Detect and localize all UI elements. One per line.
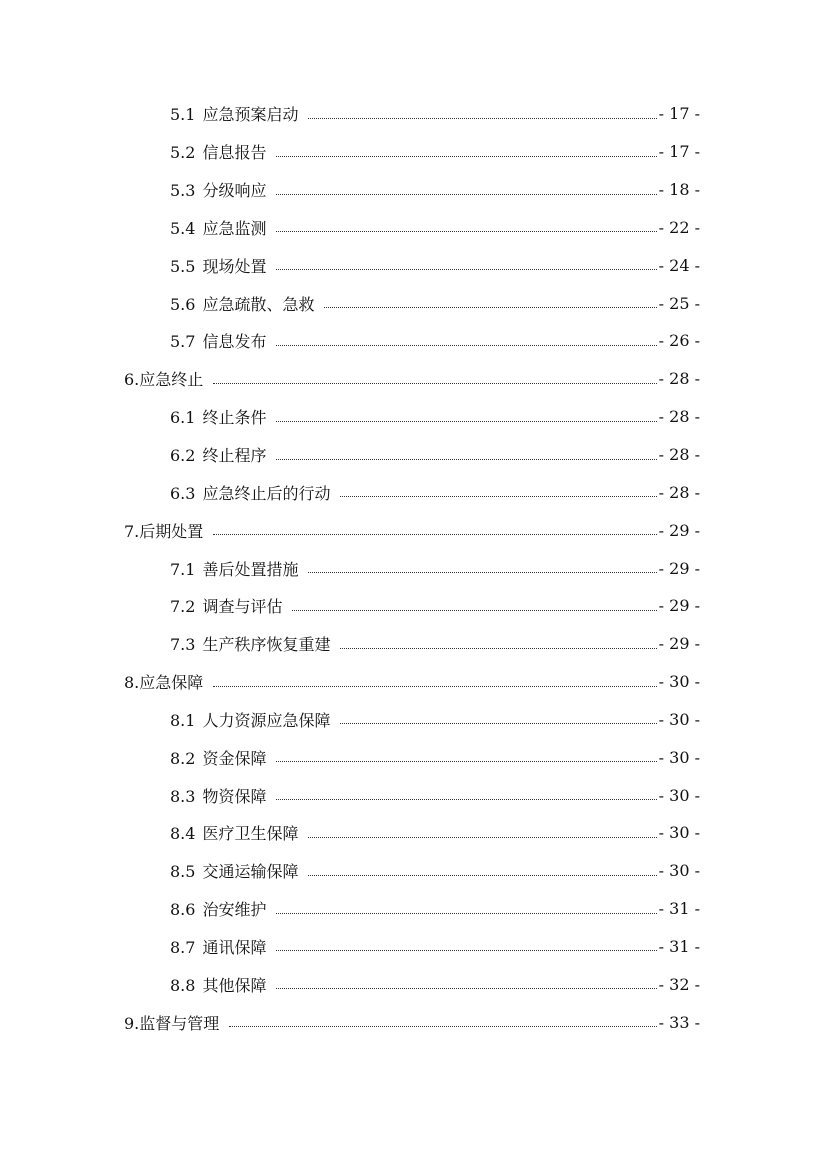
toc-section-entry[interactable] [0,814,827,852]
toc-page-cell [659,559,827,578]
toc-section-entry[interactable] [0,852,827,890]
toc-section-entry[interactable] [0,473,827,511]
toc-entry-title: 应急预案启动 [202,105,299,125]
toc-entry-label [170,746,266,769]
toc-section-entry[interactable] [0,738,827,776]
toc-entry-label [170,897,266,920]
toc-entry-number: 8.5 [170,862,196,882]
toc-entry-title: 通讯保障 [202,937,267,957]
toc-dot-leader [276,987,656,989]
toc-page-number: - 28 - [658,407,700,427]
toc-entry-title: 现场处置 [202,256,267,276]
toc-page-number: - 25 - [658,293,700,313]
toc-page-number: - 22 - [658,217,700,237]
toc-dot-leader [229,1025,656,1027]
toc-entry-number: 6.1 [170,408,196,428]
toc-entry-title: 应急疏散、急救 [202,294,315,314]
toc-entry-number: 5.7 [170,332,196,352]
toc-page-number: - 18 - [658,180,700,200]
toc-entry-label [170,973,266,996]
toc-entry-title: 应急终止后的行动 [202,483,331,503]
toc-entry-label [170,254,266,277]
toc-dot-leader [340,495,656,497]
toc-dot-leader [213,382,656,384]
toc-entry-number: 6. [124,370,140,390]
toc-page-cell [659,369,827,388]
toc-section-entry[interactable] [0,398,827,436]
toc-entry-number: 8.4 [170,824,196,844]
toc-entry-number: 8.6 [170,900,196,920]
toc-entry-title: 交通运输保障 [202,862,299,882]
toc-page-number: - 32 - [658,974,700,994]
toc-dot-leader [340,647,656,649]
toc-section-entry[interactable] [0,928,827,966]
toc-entry-label [170,859,298,882]
toc-dot-leader [213,533,656,535]
toc-entry-label [170,632,330,655]
toc-entry-number: 5.5 [170,256,196,276]
toc-page-number: - 30 - [658,861,700,881]
toc-entry-title: 应急保障 [139,673,204,693]
toc-entry-title: 人力资源应急保障 [202,710,331,730]
toc-entry-title: 终止条件 [202,408,267,428]
toc-entry-number: 5.1 [170,105,196,125]
toc-entry-label [124,1011,219,1034]
toc-page-number: - 24 - [658,255,700,275]
toc-section-entry[interactable] [0,171,827,209]
toc-entry-number: 8.2 [170,748,196,768]
toc-entry-number: 5.6 [170,294,196,314]
toc-section-entry[interactable] [0,284,827,322]
toc-page-number: - 33 - [658,1012,700,1032]
toc-dot-leader [276,268,656,270]
toc-entry-title: 监督与管理 [139,1013,220,1033]
toc-entry-label [170,405,266,428]
toc-page-cell [659,142,827,161]
toc-dot-leader [276,155,656,157]
toc-dot-leader [276,458,656,460]
toc-page-number: - 29 - [658,558,700,578]
toc-dot-leader [276,760,656,762]
toc-dot-leader [276,344,656,346]
toc-entry-label [170,102,298,125]
toc-entry-number: 7.1 [170,559,196,579]
toc-page-number: - 17 - [658,104,700,124]
toc-entry-number: 7.3 [170,635,196,655]
toc-page-cell [659,748,827,767]
toc-page-number: - 29 - [658,596,700,616]
toc-section-entry[interactable] [0,246,827,284]
toc-entry-number: 7. [124,521,140,541]
toc-dot-leader [308,836,656,838]
toc-page-cell [659,1013,827,1032]
toc-entry-label [170,708,330,731]
toc-page-number: - 30 - [658,672,700,692]
toc-entry-label [170,178,266,201]
toc-entry-number: 8.1 [170,710,196,730]
toc-section-entry[interactable] [0,436,827,474]
toc-entry-number: 5.2 [170,143,196,163]
toc-page-cell [659,899,827,918]
toc-dot-leader [340,722,656,724]
toc-section-entry[interactable] [0,587,827,625]
toc-entry-title: 物资保障 [202,786,267,806]
toc-entry-label [170,443,266,466]
toc-page-number: - 30 - [658,709,700,729]
toc-page-cell [659,483,827,502]
toc-section-entry[interactable] [0,549,827,587]
toc-page-cell [659,672,827,691]
toc-page-number: - 31 - [658,899,700,919]
toc-entry-title: 生产秩序恢复重建 [202,635,331,655]
toc-entry-label [170,481,330,504]
toc-entry-label [124,670,203,693]
toc-entry-title: 应急监测 [202,218,267,238]
toc-entry-number: 8.7 [170,937,196,957]
toc-dot-leader [308,571,656,573]
toc-section-entry[interactable] [0,890,827,928]
toc-chapter-entry[interactable] [0,511,827,549]
toc-page-cell [659,937,827,956]
toc-entry-label [170,594,282,617]
toc-chapter-entry[interactable] [0,1003,827,1041]
toc-page-number: - 28 - [658,445,700,465]
toc-entry-number: 8.3 [170,786,196,806]
toc-entry-title: 信息发布 [202,332,267,352]
toc-dot-leader [308,117,656,119]
toc-section-entry[interactable] [0,322,827,360]
toc-dot-leader [276,798,656,800]
toc-section-entry[interactable] [0,701,827,739]
toc-entry-label [170,557,298,580]
toc-page-number: - 30 - [658,747,700,767]
toc-page-cell [659,521,827,540]
toc-page-cell [659,407,827,426]
toc-entry-number: 8.8 [170,975,196,995]
toc-entry-label [170,329,266,352]
toc-entry-number: 6.3 [170,483,196,503]
toc-entry-number: 6.2 [170,446,196,466]
toc-dot-leader [276,420,656,422]
toc-entry-title: 终止程序 [202,446,267,466]
toc-chapter-entry[interactable] [0,360,827,398]
toc-entry-title: 其他保障 [202,975,267,995]
toc-entry-title: 信息报告 [202,143,267,163]
toc-page-number: - 17 - [658,142,700,162]
toc-entry-label [124,367,203,390]
toc-page-number: - 30 - [658,823,700,843]
toc-dot-leader [292,609,656,611]
toc-dot-leader [213,685,656,687]
toc-page-number: - 29 - [658,634,700,654]
toc-entry-title: 医疗卫生保障 [202,824,299,844]
toc-entry-title: 应急终止 [139,370,204,390]
toc-entry-title: 善后处置措施 [202,559,299,579]
toc-section-entry[interactable] [0,965,827,1003]
toc-entry-title: 后期处置 [139,521,204,541]
toc-page-cell [659,823,827,842]
toc-entry-title: 资金保障 [202,748,267,768]
toc-entry-label [124,519,203,542]
toc-dot-leader [324,306,656,308]
toc-page-cell [659,331,827,350]
toc-page-number: - 29 - [658,520,700,540]
toc-entry-label [170,216,266,239]
toc-page-number: - 28 - [658,482,700,502]
toc-page-cell [659,180,827,199]
toc-chapter-entry[interactable] [0,663,827,701]
toc-dot-leader [276,912,656,914]
toc-entry-number: 7.2 [170,597,196,617]
toc-section-entry[interactable] [0,625,827,663]
toc-entry-title: 调查与评估 [202,597,283,617]
toc-dot-leader [276,193,656,195]
toc-entry-number: 9. [124,1013,140,1033]
toc-page-number: - 28 - [658,369,700,389]
toc-dot-leader [276,949,656,951]
toc-page-cell [659,861,827,880]
toc-entry-label [170,292,314,315]
toc-section-entry[interactable] [0,209,827,247]
toc-section-entry[interactable] [0,776,827,814]
toc-entry-number: 5.4 [170,218,196,238]
toc-page-cell [659,975,827,994]
toc-section-entry[interactable] [0,95,827,133]
toc-entry-number: 5.3 [170,181,196,201]
toc-dot-leader [308,874,656,876]
toc-section-entry[interactable] [0,133,827,171]
toc-page-cell [659,634,827,653]
toc-entry-label [170,935,266,958]
toc-page-number: - 30 - [658,785,700,805]
toc-page-cell [659,256,827,275]
toc-page-cell [659,294,827,313]
toc-page-cell [659,596,827,615]
toc-entry-title: 分级响应 [202,181,267,201]
toc-page-cell [659,786,827,805]
toc-entry-label [170,821,298,844]
toc-page-cell [659,445,827,464]
toc-page-cell [659,104,827,123]
toc-page-cell [659,710,827,729]
toc-page-number: - 31 - [658,936,700,956]
table-of-contents [0,95,827,1041]
toc-dot-leader [276,230,656,232]
toc-entry-title: 治安维护 [202,900,267,920]
toc-entry-label [170,140,266,163]
toc-entry-label [170,784,266,807]
toc-entry-number: 8. [124,673,140,693]
toc-page-number: - 26 - [658,331,700,351]
toc-page-cell [659,218,827,237]
